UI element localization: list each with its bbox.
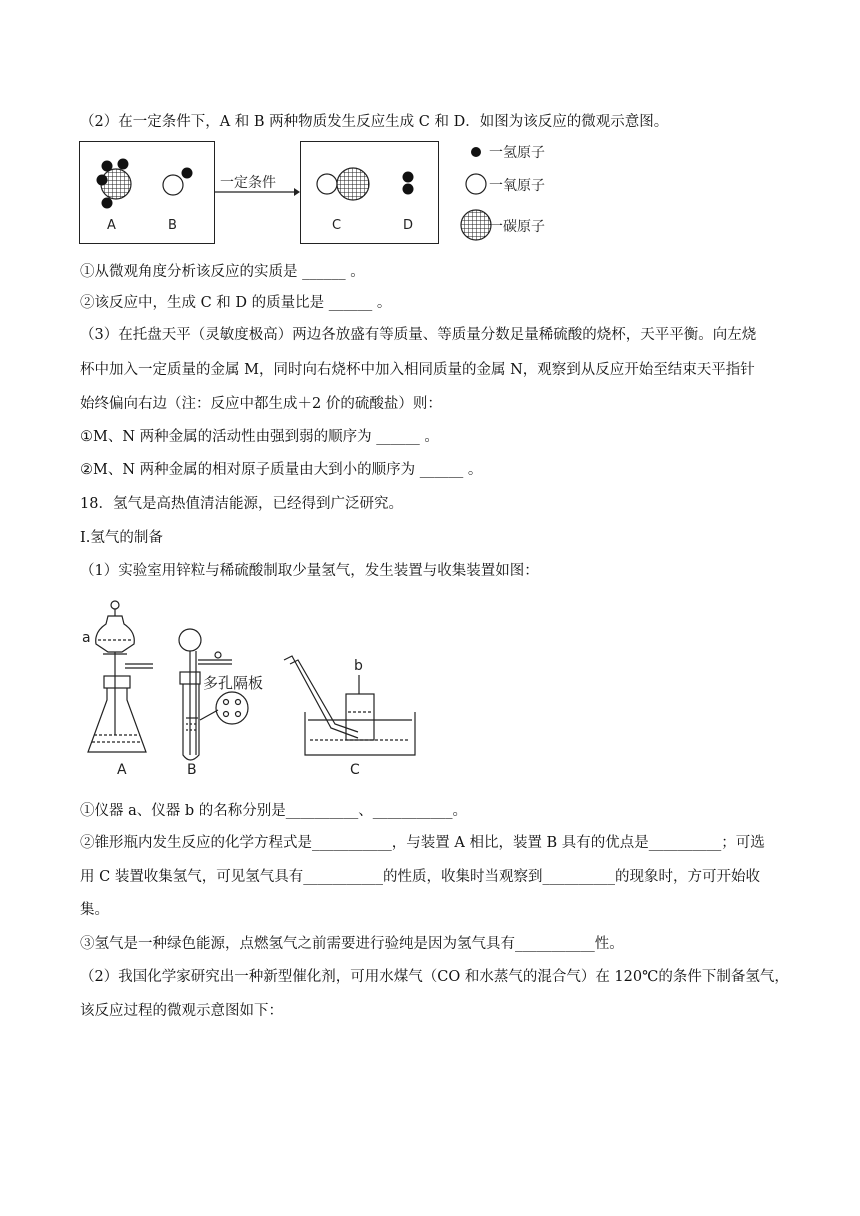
q17-part3-line2: 杯中加入一定质量的金属 M，同时向右烧杯中加入相同质量的金属 N，观察到从反应开始至结束天平指针 <box>80 362 755 378</box>
q17-part2-sub1: ①从微观角度分析该反应的实质是 ______ 。 <box>80 264 365 280</box>
q17-part3-line1: （3）在托盘天平（灵敏度极高）两边各放盛有等质量、等质量分数足量稀硫酸的烧杯，天平平衡。向左烧 <box>80 327 757 343</box>
porous-plate-label: 多孔隔板 <box>203 674 264 692</box>
q18-part2-line2: 该反应过程的微观示意图如下： <box>80 1003 283 1019</box>
q18-section-heading: I.氢气的制备 <box>80 530 163 546</box>
q17-part3-sub1: ①M、N 两种金属的活动性由强到弱的顺序为 ______ 。 <box>80 429 439 445</box>
q17-part3-line3: 始终偏向右边（注：反应中都生成＋2 价的硫酸盐）则： <box>80 396 442 412</box>
label-d: D <box>403 218 414 233</box>
label-b: B <box>168 218 177 233</box>
q18-sub2-line3: 集。 <box>80 902 109 918</box>
legend-hydrogen: 一氢原子 <box>489 145 545 161</box>
label-a-instrument: a <box>82 630 91 646</box>
q17-part2-intro: （2）在一定条件下，A 和 B 两种物质发生反应生成 C 和 D．如图为该反应的微观示意图。 <box>80 114 669 130</box>
q18-sub3: ③氢气是一种绿色能源，点燃氢气之前需要进行验纯是因为氢气具有___________性。 <box>80 936 624 952</box>
label-apparatus-a: A <box>117 762 127 778</box>
q17-part2-sub2: ②该反应中，生成 C 和 D 的质量比是 ______ 。 <box>80 295 392 311</box>
arrow-label: 一定条件 <box>220 175 276 191</box>
q18-sub1: ①仪器 a、仪器 b 的名称分别是__________、___________。 <box>80 803 468 819</box>
label-b-instrument: b <box>354 658 363 674</box>
q18-sub2-line1: ②锥形瓶内发生反应的化学方程式是___________，与装置 A 相比，装置 B 具有的优点是__________；可选 <box>80 835 765 851</box>
q18-part2-line1: （2）我国化学家研究出一种新型催化剂，可用水煤气（CO 和水蒸气的混合气）在 120℃的条件下制备氢气， <box>80 969 789 985</box>
label-apparatus-b: B <box>187 762 197 778</box>
legend-carbon: 一碳原子 <box>489 219 545 235</box>
legend-oxygen: 一氧原子 <box>489 178 545 194</box>
q18-sub2-line2: 用 C 装置收集氢气，可见氢气具有___________的性质，收集时当观察到__________的现象时，方可开始收 <box>80 869 761 885</box>
q18-part1-intro: （1）实验室用锌粒与稀硫酸制取少量氢气，发生装置与收集装置如图： <box>80 563 539 579</box>
label-apparatus-c: C <box>350 762 360 778</box>
q17-part3-sub2: ②M、N 两种金属的相对原子质量由大到小的顺序为 ______ 。 <box>80 462 483 478</box>
label-c: C <box>332 218 342 233</box>
label-a: A <box>107 218 116 233</box>
q18-title: 18．氢气是高热值清洁能源，已经得到广泛研究。 <box>80 496 403 512</box>
